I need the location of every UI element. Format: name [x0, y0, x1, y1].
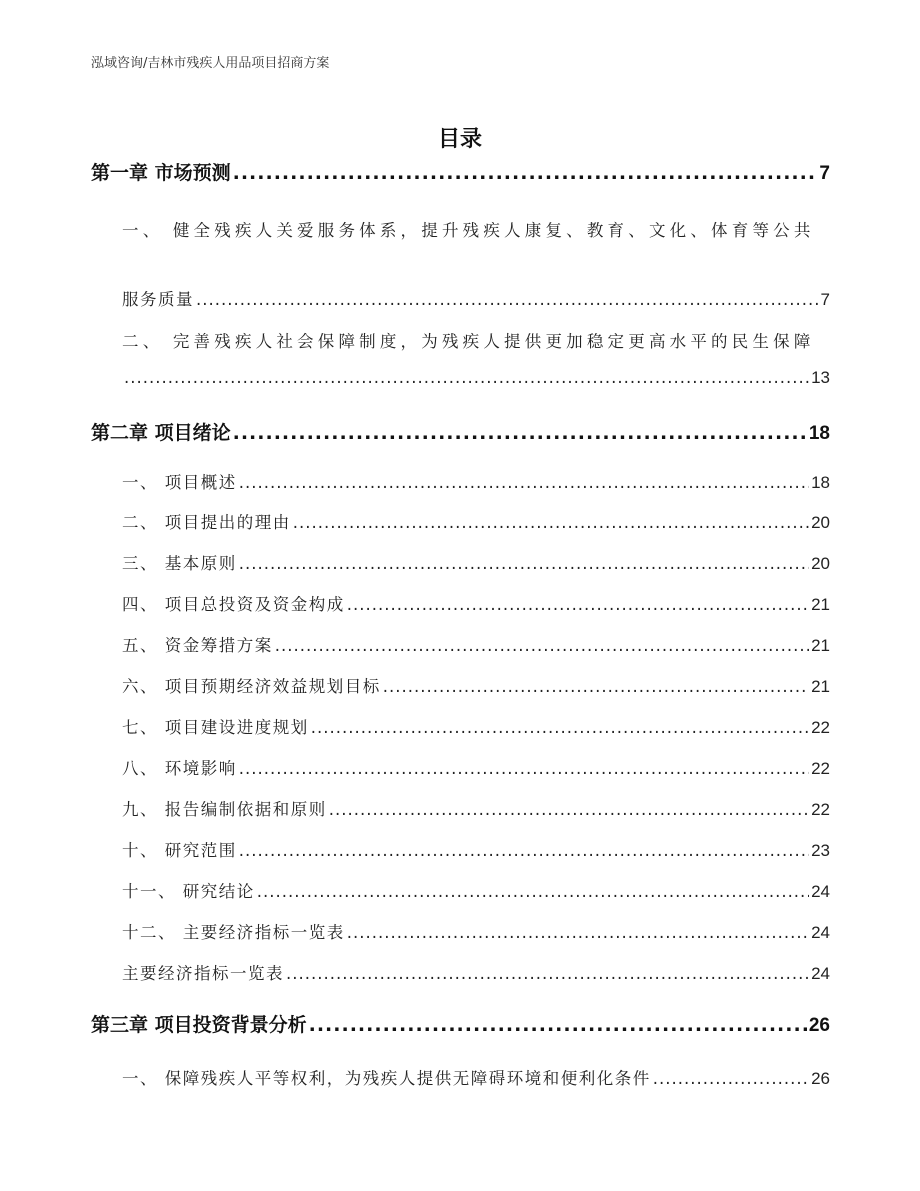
- toc-chapter-entry[interactable]: [91, 418, 830, 445]
- toc-section-entry[interactable]: [122, 469, 830, 493]
- toc-page-number: 26: [808, 1015, 830, 1036]
- toc-entry-text: 三、 基本原则: [122, 554, 237, 573]
- toc-section-entry[interactable]: [122, 796, 830, 820]
- toc-section-entry[interactable]: [122, 878, 830, 902]
- toc-page-number: 21: [811, 595, 830, 614]
- toc-entry-text: 服务质量: [122, 290, 194, 309]
- dot-leader: [239, 841, 809, 860]
- dot-leader: [293, 513, 809, 532]
- toc-entry-text: 第二章 项目绪论: [91, 422, 231, 444]
- toc-page-number: 7: [820, 290, 830, 309]
- dot-leader: [257, 882, 809, 901]
- toc-entry-text: 十、 研究范围: [122, 841, 237, 860]
- toc-section-entry[interactable]: [122, 591, 830, 615]
- toc-section-entry[interactable]: [122, 509, 830, 533]
- dot-leader: [233, 422, 807, 444]
- toc-entry-text: 主要经济指标一览表: [122, 964, 284, 983]
- toc-entry-text: 七、 项目建设进度规划: [122, 718, 309, 737]
- toc-entry-text: 十二、 主要经济指标一览表: [122, 923, 345, 942]
- toc-entry-text: 四、 项目总投资及资金构成: [122, 595, 345, 614]
- toc-page-number: 22: [811, 759, 830, 778]
- toc-entry-text: 第三章 项目投资背景分析: [91, 1014, 307, 1036]
- toc-page-number: 21: [811, 677, 830, 696]
- dot-leader: [347, 923, 809, 942]
- dot-leader: [239, 554, 809, 573]
- toc-entry-text: 二、 项目提出的理由: [122, 513, 291, 532]
- toc-page-number: 13: [811, 368, 830, 387]
- toc-page-number: 26: [811, 1069, 830, 1088]
- toc-page-number: 20: [811, 513, 830, 532]
- dot-leader: [383, 677, 809, 696]
- page-title: 目录: [437, 127, 482, 152]
- toc-entry-text: 第一章 市场预测: [91, 162, 231, 184]
- toc-section-entry[interactable]: [122, 673, 830, 697]
- toc-page-number: 18: [808, 423, 830, 444]
- toc-entry-text: 六、 项目预期经济效益规划目标: [122, 677, 381, 696]
- toc-section-entry[interactable]: [122, 837, 830, 861]
- dot-leader: [653, 1069, 809, 1088]
- toc-section-entry[interactable]: [122, 714, 830, 738]
- toc-page-number: 22: [811, 718, 830, 737]
- toc-page-number: 7: [819, 163, 830, 184]
- dot-leader: [275, 636, 809, 655]
- toc-entry-text: 一、 保障残疾人平等权利，为残疾人提供无障碍环境和便利化条件: [122, 1069, 651, 1088]
- toc-section-entry[interactable]: [122, 919, 830, 943]
- toc-section-entry[interactable]: [122, 632, 830, 656]
- toc-page-number: 21: [811, 636, 830, 655]
- dot-leader: [239, 473, 809, 492]
- toc-entry-text: 十一、 研究结论: [122, 882, 255, 901]
- toc-page-number: 18: [811, 473, 830, 492]
- toc-section-entry[interactable]: [122, 1065, 830, 1089]
- toc-section-entry[interactable]: [122, 960, 830, 984]
- toc-section-entry[interactable]: [122, 550, 830, 574]
- toc-entry-text: 九、 报告编制依据和原则: [122, 800, 327, 819]
- running-header: 泓域咨询/吉林市残疾人用品项目招商方案: [91, 56, 330, 71]
- toc-page-number: 24: [811, 882, 830, 901]
- dot-leader: [124, 368, 809, 387]
- toc-page-number: 24: [811, 964, 830, 983]
- toc-page-number: 23: [811, 841, 830, 860]
- dot-leader: [329, 800, 809, 819]
- dot-leader: [239, 759, 809, 778]
- dot-leader: [347, 595, 809, 614]
- toc-entry-text[interactable]: 二、 完善残疾人社会保障制度，为残疾人提供更加稳定更高水平的民生保障: [122, 332, 815, 351]
- toc-page-number: 20: [811, 554, 830, 573]
- dot-leader: [286, 964, 809, 983]
- toc-entry-text: 五、 资金筹措方案: [122, 636, 273, 655]
- toc-page-number: 22: [811, 800, 830, 819]
- toc-entry-text: 一、 项目概述: [122, 473, 237, 492]
- dot-leader: [311, 718, 809, 737]
- dot-leader: [233, 162, 818, 184]
- toc-section-entry[interactable]: [122, 755, 830, 779]
- toc-chapter-entry[interactable]: [91, 158, 830, 185]
- dot-leader: [309, 1014, 807, 1036]
- toc-section-entry[interactable]: [122, 368, 830, 388]
- toc-chapter-entry[interactable]: [91, 1010, 830, 1037]
- toc-page-number: 24: [811, 923, 830, 942]
- dot-leader: [196, 290, 819, 309]
- toc-entry-text: 八、 环境影响: [122, 759, 237, 778]
- toc-entry-text[interactable]: 一、 健全残疾人关爱服务体系，提升残疾人康复、教育、文化、体育等公共: [122, 221, 815, 240]
- toc-section-entry[interactable]: [122, 286, 830, 310]
